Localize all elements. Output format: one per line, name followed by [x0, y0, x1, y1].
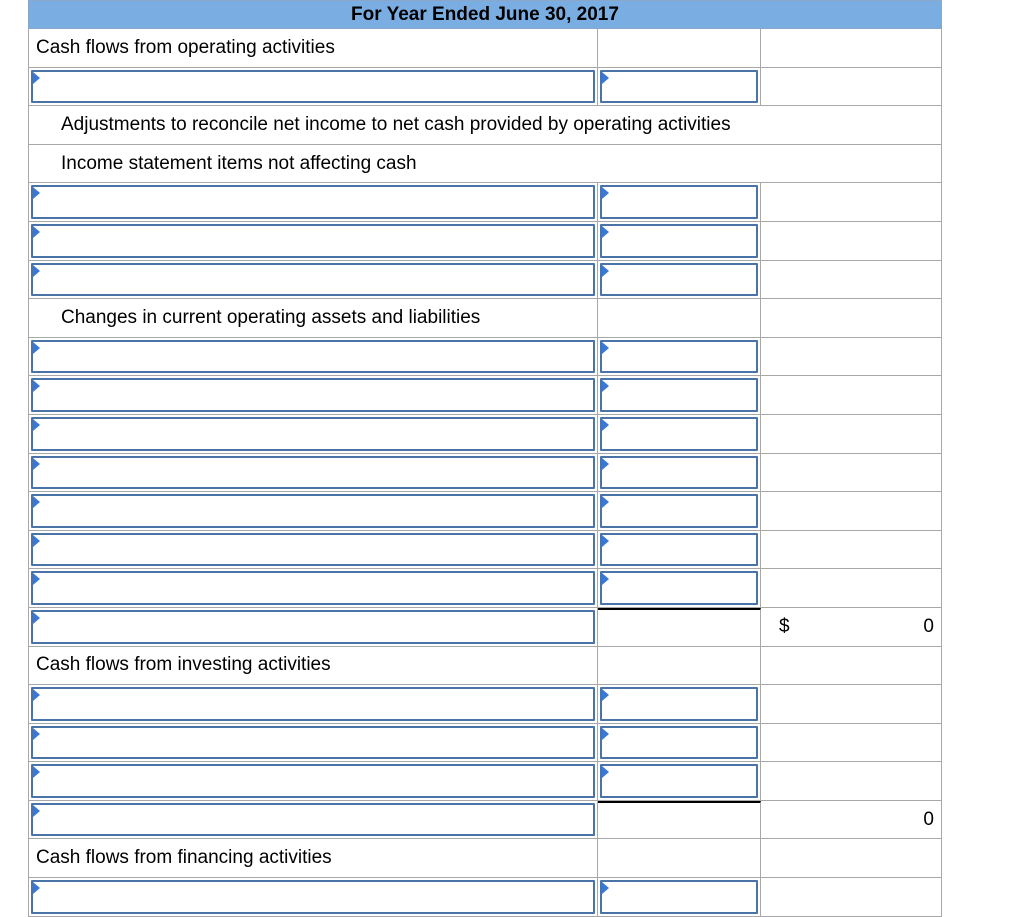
account-select[interactable]	[31, 687, 595, 721]
account-input[interactable]	[33, 72, 593, 102]
account-input[interactable]	[33, 419, 593, 449]
amount-field[interactable]	[600, 880, 758, 914]
dropdown-marker-icon	[33, 72, 40, 84]
empty-cell	[761, 685, 942, 724]
dropdown-marker-icon	[602, 882, 609, 894]
amount-input[interactable]	[602, 689, 756, 719]
amount-field[interactable]	[600, 185, 758, 219]
dropdown-marker-icon	[602, 419, 609, 431]
dropdown-marker-icon	[602, 226, 609, 238]
dropdown-marker-icon	[33, 805, 40, 817]
adjustments-label: Adjustments to reconcile net income to net cash provided by operating activities	[28, 106, 942, 145]
dropdown-marker-icon	[33, 458, 40, 470]
total-label-input[interactable]	[33, 805, 593, 835]
amount-field[interactable]	[600, 456, 758, 490]
empty-cell	[598, 29, 761, 68]
changes-row	[28, 299, 942, 338]
operating-total-cell	[761, 608, 942, 647]
dropdown-marker-icon	[602, 689, 609, 701]
adjustment-line-row	[28, 183, 942, 222]
operating-total-value: 0	[923, 615, 934, 637]
empty-cell	[598, 647, 761, 686]
dropdown-marker-icon	[33, 573, 40, 585]
amount-field[interactable]	[600, 417, 758, 451]
total-label-select[interactable]	[31, 610, 595, 644]
total-label-select[interactable]	[31, 803, 595, 837]
empty-cell	[761, 531, 942, 570]
account-input[interactable]	[33, 882, 593, 912]
amount-input[interactable]	[602, 342, 756, 372]
investing-section-row	[28, 647, 942, 686]
account-select[interactable]	[31, 417, 595, 451]
empty-cell	[761, 183, 942, 222]
account-select[interactable]	[31, 340, 595, 374]
dropdown-marker-icon	[33, 226, 40, 238]
not-affecting-cash-row	[28, 145, 942, 184]
dropdown-marker-icon	[33, 882, 40, 894]
dropdown-marker-icon	[33, 612, 40, 624]
amount-field[interactable]	[600, 224, 758, 258]
account-input[interactable]	[33, 535, 593, 565]
amount-field[interactable]	[600, 378, 758, 412]
investing-total-row	[28, 801, 942, 840]
change-line-row	[28, 492, 942, 531]
empty-cell	[761, 68, 942, 107]
dropdown-marker-icon	[602, 573, 609, 585]
account-select[interactable]	[31, 378, 595, 412]
adjustment-line-row	[28, 261, 942, 300]
cash-flow-statement-sheet	[28, 0, 942, 917]
empty-cell	[761, 878, 942, 917]
dropdown-marker-icon	[33, 187, 40, 199]
dropdown-marker-icon	[602, 380, 609, 392]
account-select[interactable]	[31, 533, 595, 567]
amount-input[interactable]	[602, 458, 756, 488]
change-line-row	[28, 569, 942, 608]
account-select[interactable]	[31, 494, 595, 528]
amount-input[interactable]	[602, 187, 756, 217]
dropdown-marker-icon	[33, 535, 40, 547]
amount-field[interactable]	[600, 687, 758, 721]
investing-total-cell	[761, 801, 942, 840]
dropdown-marker-icon	[33, 496, 40, 508]
account-select[interactable]	[31, 185, 595, 219]
dropdown-marker-icon	[602, 728, 609, 740]
operating-total-row	[28, 608, 942, 647]
adjustment-line-row	[28, 222, 942, 261]
amount-input[interactable]	[602, 419, 756, 449]
amount-input[interactable]	[602, 766, 756, 796]
account-select[interactable]	[31, 571, 595, 605]
amount-field[interactable]	[600, 340, 758, 374]
operating-section-label: Cash flows from operating activities	[28, 29, 598, 68]
dropdown-marker-icon	[33, 728, 40, 740]
empty-cell	[761, 724, 942, 763]
empty-cell	[598, 608, 761, 647]
account-input[interactable]	[33, 265, 593, 295]
amount-field[interactable]	[600, 494, 758, 528]
statement-period-header: For Year Ended June 30, 2017	[28, 0, 942, 29]
financing-section-row	[28, 839, 942, 878]
change-line-row	[28, 531, 942, 570]
account-select[interactable]	[31, 224, 595, 258]
empty-cell	[761, 338, 942, 377]
account-cell	[28, 68, 598, 107]
dropdown-marker-icon	[33, 342, 40, 354]
empty-cell	[761, 415, 942, 454]
dropdown-marker-icon	[33, 265, 40, 277]
empty-cell	[761, 222, 942, 261]
investing-section-label: Cash flows from investing activities	[28, 647, 598, 686]
dropdown-marker-icon	[602, 187, 609, 199]
amount-input[interactable]	[602, 72, 756, 102]
account-input[interactable]	[33, 573, 593, 603]
empty-cell	[761, 454, 942, 493]
change-line-row	[28, 415, 942, 454]
amount-input[interactable]	[602, 226, 756, 256]
dropdown-marker-icon	[602, 458, 609, 470]
not-affecting-cash-label: Income statement items not affecting cash	[28, 145, 942, 184]
investing-line-row	[28, 685, 942, 724]
account-input[interactable]	[33, 458, 593, 488]
dropdown-marker-icon	[33, 380, 40, 392]
empty-cell	[761, 376, 942, 415]
account-input[interactable]	[33, 689, 593, 719]
change-line-row	[28, 454, 942, 493]
empty-cell	[761, 492, 942, 531]
changes-label: Changes in current operating assets and liabilities	[28, 299, 598, 338]
operating-section-row	[28, 29, 942, 68]
amount-input[interactable]	[602, 535, 756, 565]
dropdown-marker-icon	[602, 342, 609, 354]
financing-line-row	[28, 878, 942, 917]
dropdown-marker-icon	[33, 419, 40, 431]
currency-symbol: $	[779, 615, 790, 637]
amount-input[interactable]	[602, 380, 756, 410]
dropdown-marker-icon	[602, 496, 609, 508]
operating-first-line-row	[28, 68, 942, 107]
amount-field[interactable]	[600, 726, 758, 760]
amount-field[interactable]	[600, 70, 758, 104]
account-input[interactable]	[33, 187, 593, 217]
empty-cell	[761, 261, 942, 300]
empty-cell	[761, 839, 942, 878]
amount-field[interactable]	[600, 764, 758, 798]
dropdown-marker-icon	[602, 535, 609, 547]
empty-cell	[761, 29, 942, 68]
amount-input[interactable]	[602, 728, 756, 758]
dropdown-marker-icon	[602, 766, 609, 778]
investing-total-value: 0	[923, 808, 934, 830]
amount-input[interactable]	[602, 496, 756, 526]
amount-field[interactable]	[600, 533, 758, 567]
dropdown-marker-icon	[33, 766, 40, 778]
account-select[interactable]	[31, 456, 595, 490]
account-input[interactable]	[33, 496, 593, 526]
total-label-input[interactable]	[33, 612, 593, 642]
account-select[interactable]	[31, 880, 595, 914]
account-input[interactable]	[33, 728, 593, 758]
empty-cell	[761, 762, 942, 801]
account-select[interactable]	[31, 764, 595, 798]
empty-cell	[761, 569, 942, 608]
empty-cell	[598, 801, 761, 840]
empty-cell	[598, 839, 761, 878]
amount-input[interactable]	[602, 573, 756, 603]
empty-cell	[761, 647, 942, 686]
dropdown-marker-icon	[602, 265, 609, 277]
dropdown-marker-icon	[602, 72, 609, 84]
account-input[interactable]	[33, 226, 593, 256]
empty-cell	[598, 299, 761, 338]
investing-line-row	[28, 762, 942, 801]
account-select[interactable]	[31, 70, 595, 104]
amount-field[interactable]	[600, 263, 758, 297]
change-line-row	[28, 338, 942, 377]
adjustments-row	[28, 106, 942, 145]
amount-cell	[598, 68, 761, 107]
empty-cell	[761, 299, 942, 338]
financing-section-label: Cash flows from financing activities	[28, 839, 598, 878]
amount-input[interactable]	[602, 882, 756, 912]
account-select[interactable]	[31, 263, 595, 297]
investing-line-row	[28, 724, 942, 763]
amount-field[interactable]	[600, 571, 758, 605]
account-select[interactable]	[31, 726, 595, 760]
account-input[interactable]	[33, 342, 593, 372]
dropdown-marker-icon	[33, 689, 40, 701]
change-line-row	[28, 376, 942, 415]
account-input[interactable]	[33, 380, 593, 410]
amount-input[interactable]	[602, 265, 756, 295]
account-input[interactable]	[33, 766, 593, 796]
